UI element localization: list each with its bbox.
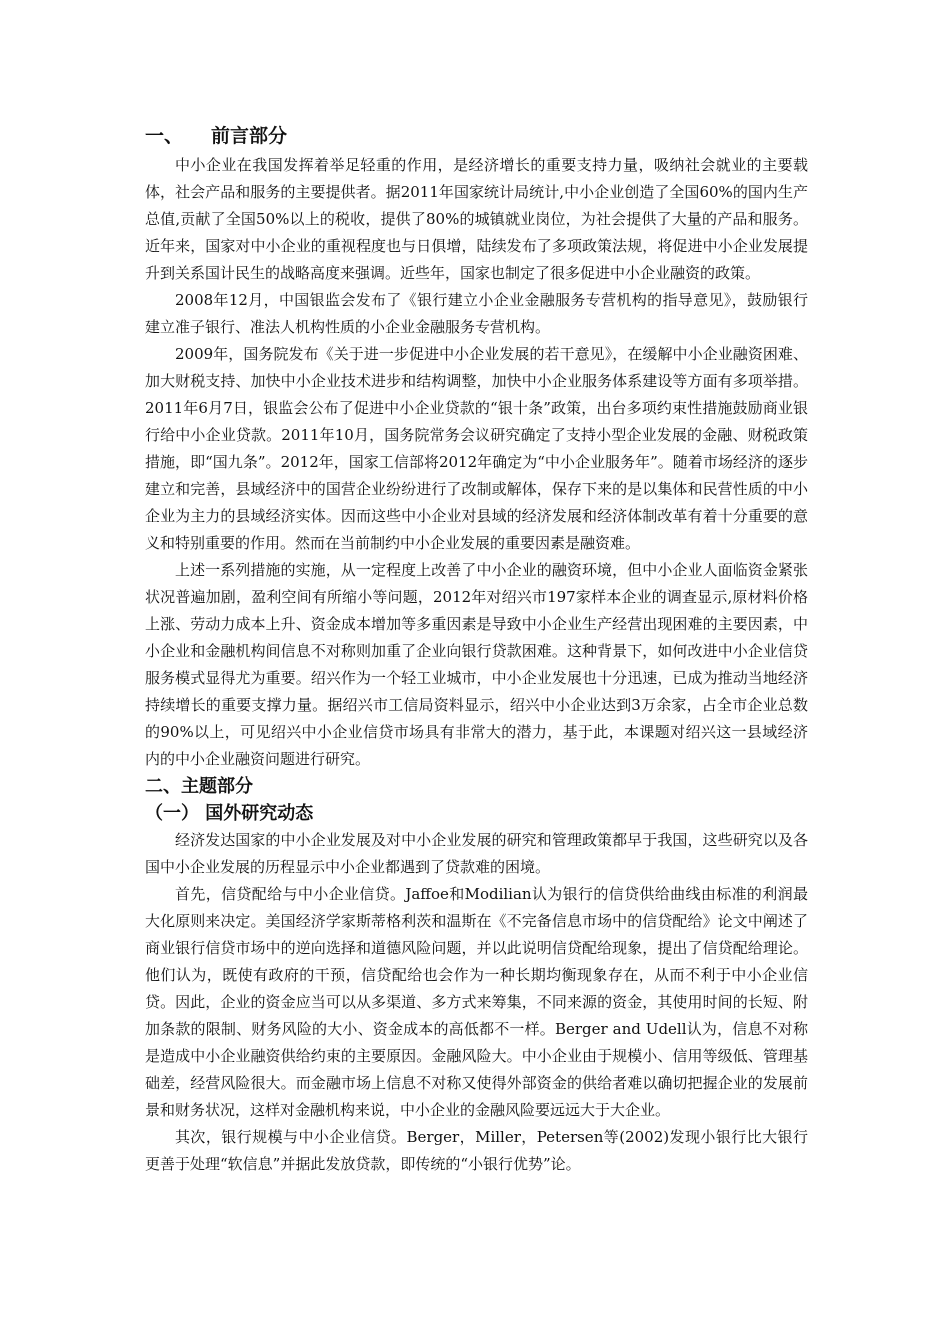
paragraph: 中小企业在我国发挥着举足轻重的作用，是经济增长的重要支持力量，吸纳社会就业的主要载体，社会产品和服务的主要提供者。据2011年国家统计局统计,中小企业创造了全国60%的国内生产总值,贡献了全国50%以上的税收，提供了80%的城镇就业岗位，为社会提供了大量的产品和服务。近年来，国家对中小企业的重视程度也与日俱增，陆续发布了多项政策法规，将促进中小企业发展提升到关系国计民生的战略高度来强调。近些年，国家也制定了很多促进中小企业融资的政策。	[145, 156, 808, 282]
section-1-number: 一、	[145, 125, 184, 147]
paragraph: 经济发达国家的中小企业发展及对中小企业发展的研究和管理政策都早于我国，这些研究以及各国中小企业发展的历程显示中小企业都遇到了贷款难的困境。	[145, 831, 808, 876]
paragraph: 2008年12月，中国银监会发布了《银行建立小企业金融服务专营机构的指导意见》，鼓励银行建立准子银行、准法人机构性质的小企业金融服务专营机构。	[145, 291, 808, 336]
document-page	[145, 120, 808, 1178]
paragraph: 2009年，国务院发布《关于进一步促进中小企业发展的若干意见》，在缓解中小企业融资困难、加大财税支持、加快中小企业技术进步和结构调整，加快中小企业服务体系建设等方面有多项举措。2011年6月7日，银监会公布了促进中小企业贷款的“银十条”政策，出台多项约束性措施鼓励商业银行给中小企业贷款。2011年10月，国务院常务会议研究确定了支持小型企业发展的金融、财税政策措施，即“国九条”。2012年，国家工信部将2012年确定为“中小企业服务年”。随着市场经济的逐步建立和完善，县域经济中的国营企业纷纷进行了改制或解体，保存下来的是以集体和民营性质的中小企业为主力的县域经济实体。因而这些中小企业对县域的经济发展和经济体制改革有着十分重要的意义和特别重要的作用。然而在当前制约中小企业发展的重要因素是融资难。	[145, 345, 808, 552]
section-2-heading: 二、主题部分	[145, 776, 253, 797]
section-1-heading	[145, 120, 808, 152]
paragraph: 上述一系列措施的实施，从一定程度上改善了中小企业的融资环境，但中小企业人面临资金紧张状况普遍加剧，盈利空间有所缩小等问题，2012年对绍兴市197家样本企业的调查显示,原材料价格上涨、劳动力成本上升、资金成本增加等多重因素是导致中小企业生产经营出现困难的主要因素，中小企业和金融机构间信息不对称则加重了企业向银行贷款困难。这种背景下，如何改进中小企业信贷服务模式显得尤为重要。绍兴作为一个轻工业城市，中小企业发展也十分迅速，已成为推动当地经济持续增长的重要支撑力量。据绍兴市工信局资料显示，绍兴中小企业达到3万余家，占全市企业总数的90%以上，可见绍兴中小企业信贷市场具有非常大的潜力，基于此，本课题对绍兴这一县域经济内的中小企业融资问题进行研究。	[145, 561, 808, 768]
section-1-title: 前言部分	[211, 125, 288, 147]
paragraph: 其次，银行规模与中小企业信贷。Berger，Miller，Petersen等(2002)发现小银行比大银行更善于处理“软信息”并据此发放贷款，即传统的“小银行优势”论。	[145, 1128, 808, 1173]
paragraph: 首先，信贷配给与中小企业信贷。Jaffoe和Modilian认为银行的信贷供给曲线由标准的利润最大化原则来决定。美国经济学家斯蒂格利茨和温斯在《不完备信息市场中的信贷配给》论文中阐述了商业银行信贷市场中的逆向选择和道德风险问题，并以此说明信贷配给现象，提出了信贷配给理论。他们认为，既使有政府的干预，信贷配给也会作为一种长期均衡现象存在，从而不利于中小企业信贷。因此，企业的资金应当可以从多渠道、多方式来筹集，不同来源的资金，其使用时间的长短、附加条款的限制、财务风险的大小、资金成本的高低都不一样。Berger and Udell认为，信息不对称是造成中小企业融资供给约束的主要原因。金融风险大。中小企业由于规模小、信用等级低、管理基础差，经营风险很大。而金融市场上信息不对称又使得外部资金的供给者难以确切把握企业的发展前景和财务状况，这样对金融机构来说，中小企业的金融风险要远远大于大企业。	[145, 885, 808, 1119]
subsection-1-heading: （一） 国外研究动态	[145, 803, 314, 824]
